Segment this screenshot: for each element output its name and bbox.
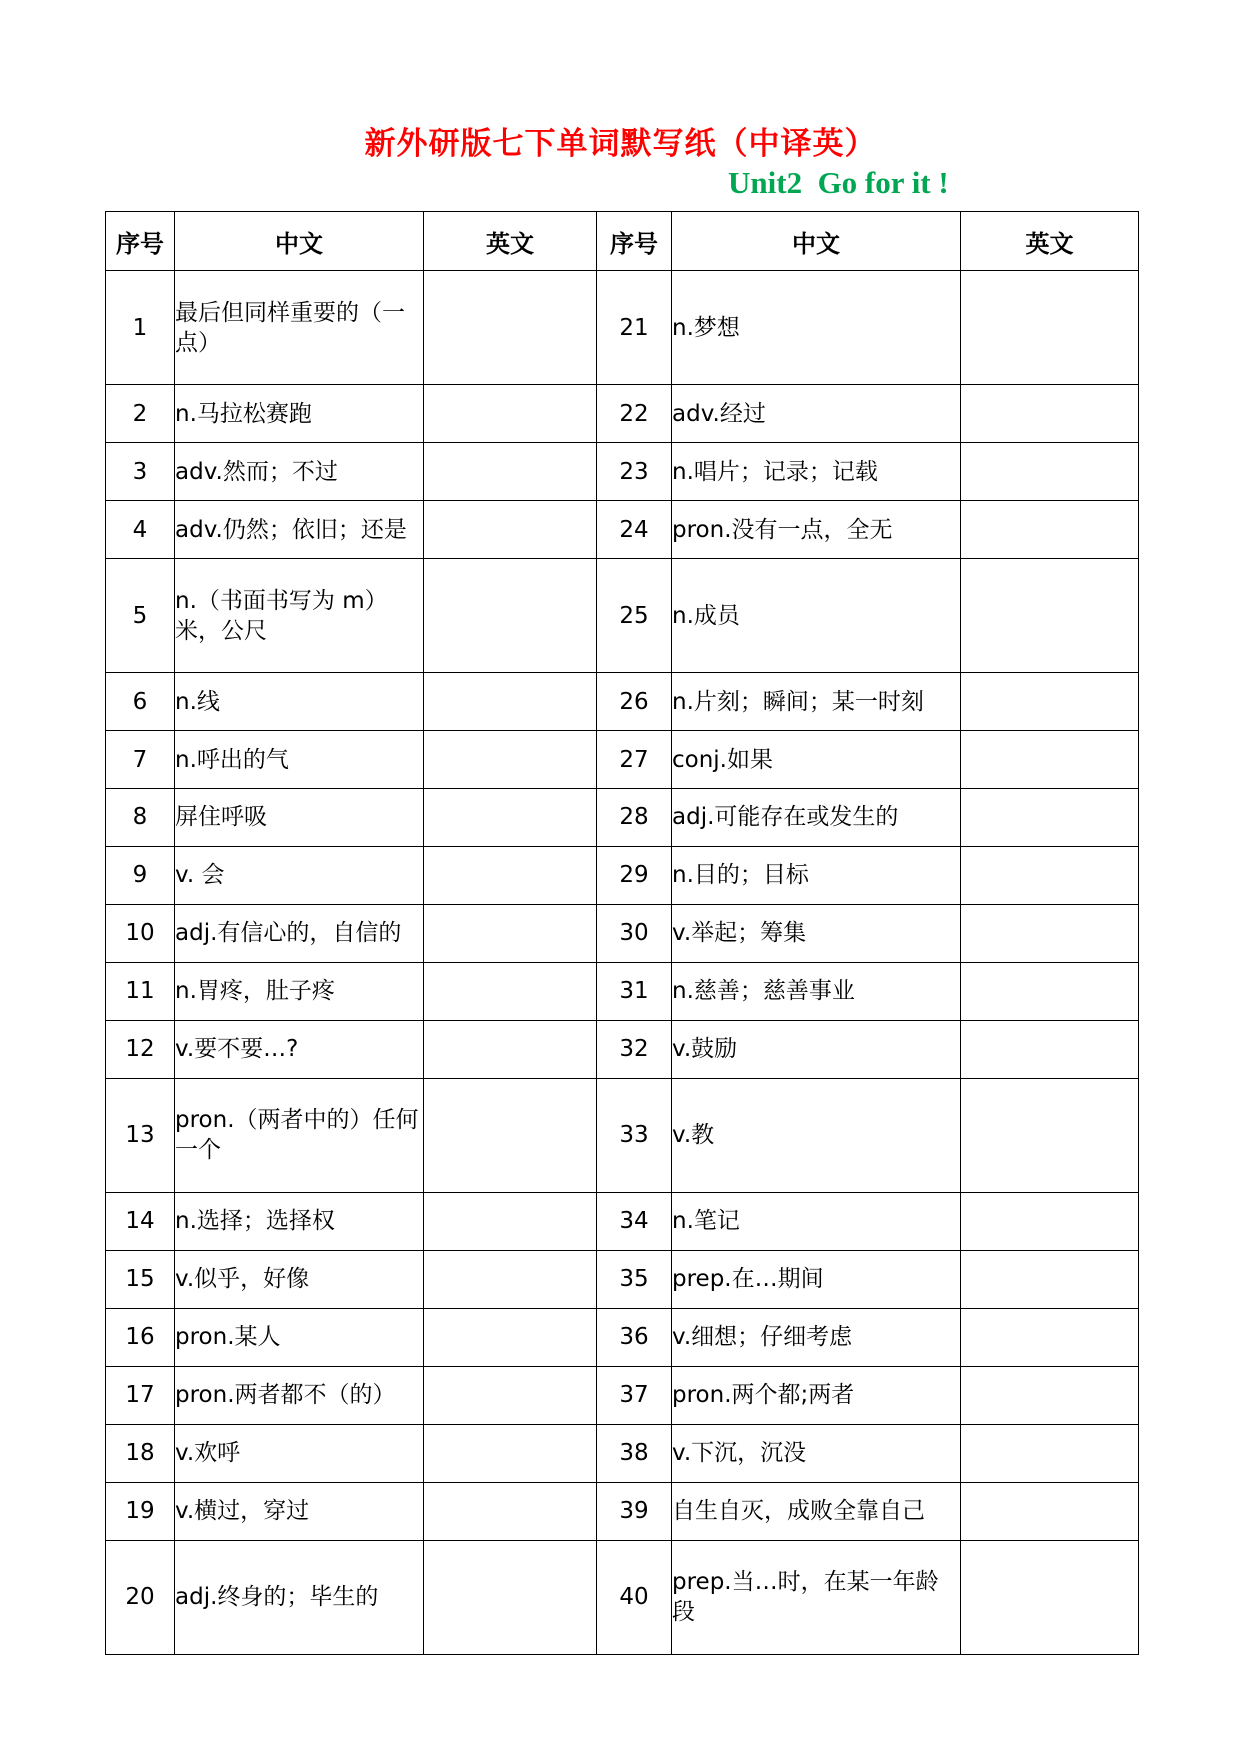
chinese-meaning: prep.当…时，在某一年龄段 [672,1540,961,1654]
english-answer-blank[interactable] [961,385,1139,443]
word-number: 3 [106,443,175,501]
english-answer-blank[interactable] [424,789,597,847]
word-number: 35 [597,1250,672,1308]
word-number: 1 [106,271,175,385]
chinese-meaning: pron.两个都;两者 [672,1366,961,1424]
english-answer-blank[interactable] [424,1192,597,1250]
chinese-meaning: n.（书面书写为 m）米，公尺 [175,558,424,672]
english-answer-blank[interactable] [961,1540,1139,1654]
chinese-meaning: prep.在…期间 [672,1250,961,1308]
word-number: 36 [597,1308,672,1366]
word-number: 6 [106,673,175,731]
english-answer-blank[interactable] [961,1250,1139,1308]
table-row [106,962,1139,1020]
chinese-meaning: v.细想；仔细考虑 [672,1308,961,1366]
chinese-meaning: n.笔记 [672,1192,961,1250]
english-answer-blank[interactable] [961,1020,1139,1078]
english-answer-blank[interactable] [424,443,597,501]
word-number: 22 [597,385,672,443]
word-number: 15 [106,1250,175,1308]
chinese-meaning: n.线 [175,673,424,731]
english-answer-blank[interactable] [424,558,597,672]
chinese-meaning: adv.仍然；依旧；还是 [175,501,424,559]
english-answer-blank[interactable] [424,904,597,962]
word-number: 29 [597,846,672,904]
word-number: 32 [597,1020,672,1078]
word-number: 4 [106,501,175,559]
word-number: 14 [106,1192,175,1250]
table-row [106,443,1139,501]
chinese-meaning: n.选择；选择权 [175,1192,424,1250]
english-answer-blank[interactable] [424,1250,597,1308]
column-header-english: 英文 [961,212,1139,271]
chinese-meaning: n.目的；目标 [672,846,961,904]
word-number: 12 [106,1020,175,1078]
word-number: 19 [106,1482,175,1540]
word-number: 28 [597,789,672,847]
table-row [106,1192,1139,1250]
english-answer-blank[interactable] [424,1424,597,1482]
english-answer-blank[interactable] [961,501,1139,559]
english-answer-blank[interactable] [961,731,1139,789]
english-answer-blank[interactable] [424,846,597,904]
page-title: 新外研版七下单词默写纸（中译英） [364,126,877,162]
chinese-meaning: conj.如果 [672,731,961,789]
table-row [106,1366,1139,1424]
english-answer-blank[interactable] [961,1192,1139,1250]
word-number: 34 [597,1192,672,1250]
table-row [106,558,1139,672]
word-number: 18 [106,1424,175,1482]
english-answer-blank[interactable] [424,1078,597,1192]
vocabulary-table [105,211,1139,1655]
word-number: 26 [597,673,672,731]
word-number: 2 [106,385,175,443]
english-answer-blank[interactable] [424,1020,597,1078]
english-answer-blank[interactable] [961,558,1139,672]
english-answer-blank[interactable] [424,731,597,789]
chinese-meaning: v.举起；筹集 [672,904,961,962]
column-header-number: 序号 [106,212,175,271]
word-number: 38 [597,1424,672,1482]
english-answer-blank[interactable] [961,443,1139,501]
table-row [106,1020,1139,1078]
word-number: 8 [106,789,175,847]
chinese-meaning: n.片刻；瞬间；某一时刻 [672,673,961,731]
chinese-meaning: pron.两者都不（的） [175,1366,424,1424]
table-body [106,271,1139,1655]
chinese-meaning: n.呼出的气 [175,731,424,789]
table-row [106,271,1139,385]
chinese-meaning: adv.经过 [672,385,961,443]
english-answer-blank[interactable] [961,1078,1139,1192]
word-number: 17 [106,1366,175,1424]
chinese-meaning: v. 会 [175,846,424,904]
word-number: 21 [597,271,672,385]
english-answer-blank[interactable] [424,1482,597,1540]
word-number: 5 [106,558,175,672]
word-number: 10 [106,904,175,962]
table-row [106,1078,1139,1192]
english-answer-blank[interactable] [424,501,597,559]
table-row [106,904,1139,962]
table-row [106,1308,1139,1366]
chinese-meaning: 屏住呼吸 [175,789,424,847]
chinese-meaning: adj.可能存在或发生的 [672,789,961,847]
table-row [106,1540,1139,1654]
english-answer-blank[interactable] [424,271,597,385]
word-number: 16 [106,1308,175,1366]
word-number: 37 [597,1366,672,1424]
english-answer-blank[interactable] [424,962,597,1020]
english-answer-blank[interactable] [961,1424,1139,1482]
word-number: 11 [106,962,175,1020]
english-answer-blank[interactable] [961,673,1139,731]
english-answer-blank[interactable] [961,789,1139,847]
chinese-meaning: pron.没有一点，全无 [672,501,961,559]
table-row [106,1250,1139,1308]
word-number: 27 [597,731,672,789]
english-answer-blank[interactable] [424,1540,597,1654]
chinese-meaning: n.梦想 [672,271,961,385]
chinese-meaning: n.胃疼，肚子疼 [175,962,424,1020]
english-answer-blank[interactable] [961,904,1139,962]
table-row [106,789,1139,847]
chinese-meaning: n.成员 [672,558,961,672]
word-number: 31 [597,962,672,1020]
table-row [106,385,1139,443]
chinese-meaning: v.下沉，沉没 [672,1424,961,1482]
chinese-meaning: n.慈善；慈善事业 [672,962,961,1020]
chinese-meaning: v.要不要…? [175,1020,424,1078]
english-answer-blank[interactable] [424,1308,597,1366]
table-row [106,501,1139,559]
chinese-meaning: adj.有信心的，自信的 [175,904,424,962]
table-row [106,846,1139,904]
chinese-meaning: adj.终身的；毕生的 [175,1540,424,1654]
english-answer-blank[interactable] [961,271,1139,385]
english-answer-blank[interactable] [424,1366,597,1424]
word-number: 13 [106,1078,175,1192]
chinese-meaning: v.鼓励 [672,1020,961,1078]
english-answer-blank[interactable] [961,1482,1139,1540]
chinese-meaning: adv.然而；不过 [175,443,424,501]
chinese-meaning: v.欢呼 [175,1424,424,1482]
word-number: 9 [106,846,175,904]
table-row [106,731,1139,789]
chinese-meaning: n.唱片；记录；记载 [672,443,961,501]
table-row [106,1424,1139,1482]
english-answer-blank[interactable] [961,846,1139,904]
english-answer-blank[interactable] [961,962,1139,1020]
word-number: 40 [597,1540,672,1654]
english-answer-blank[interactable] [961,1366,1139,1424]
english-answer-blank[interactable] [424,673,597,731]
word-number: 30 [597,904,672,962]
word-number: 39 [597,1482,672,1540]
chinese-meaning: pron.（两者中的）任何一个 [175,1078,424,1192]
chinese-meaning: v.教 [672,1078,961,1192]
word-number: 25 [597,558,672,672]
word-number: 23 [597,443,672,501]
word-number: 7 [106,731,175,789]
word-number: 33 [597,1078,672,1192]
table-row [106,673,1139,731]
column-header-english: 英文 [424,212,597,271]
table-header-row [106,212,1139,271]
chinese-meaning: v.横过，穿过 [175,1482,424,1540]
chinese-meaning: v.似乎，好像 [175,1250,424,1308]
unit-subtitle: Unit2 Go for it ! [728,165,949,200]
english-answer-blank[interactable] [424,385,597,443]
word-number: 24 [597,501,672,559]
chinese-meaning: 自生自灭，成败全靠自己 [672,1482,961,1540]
chinese-meaning: n.马拉松赛跑 [175,385,424,443]
word-number: 20 [106,1540,175,1654]
chinese-meaning: 最后但同样重要的（一 点） [175,271,424,385]
column-header-chinese: 中文 [175,212,424,271]
table-row [106,1482,1139,1540]
chinese-meaning: pron.某人 [175,1308,424,1366]
english-answer-blank[interactable] [961,1308,1139,1366]
column-header-number: 序号 [597,212,672,271]
column-header-chinese: 中文 [672,212,961,271]
